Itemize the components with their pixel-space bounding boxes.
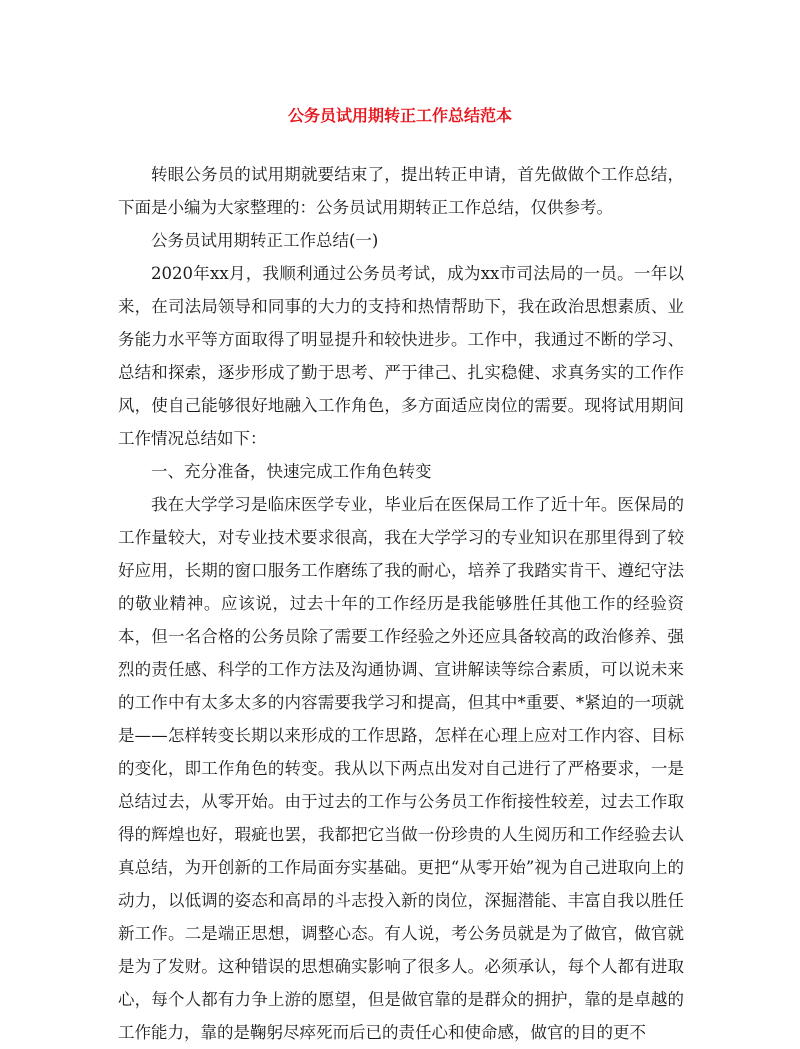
- section-heading-summary-one: 公务员试用期转正工作总结(一): [151, 231, 379, 250]
- document-body: [118, 158, 684, 1049]
- body-paragraph: 我在大学学习是临床医学专业，毕业后在医保局工作了近十年。医保局的工作量较大，对专业技术要求很高，我在大学学习的专业知识在那里得到了较好应用，长期的窗口服务工作磨练了我的耐心，培养了我踏实肯干、遵纪守法的敬业精神。应该说，过去十年的工作经历是我能够胜任其他工作的经验资本，但一名合格的公务员除了需要工作经验之外还应具备较高的政治修养、强烈的责任感、科学的工作方法及沟通协调、宣讲解读等综合素质，可以说未来的工作中有太多太多的内容需要我学习和提高，但其中*重要、*紧迫的一项就是——怎样转变长期以来形成的工作思路，怎样在心理上应对工作内容、目标的变化，即工作角色的转变。我从以下两点出发对自己进行了严格要求，一是总结过去，从零开始。由于过去的工作与公务员工作衔接性较差，过去工作取得的辉煌也好，瑕疵也罢，我都把它当做一份珍贵的人生阅历和工作经验去认真总结，为开创新的工作局面夯实基础。更把“从零开始”视为自己进取向上的动力，以低调的姿态和高昂的斗志投入新的岗位，深掘潜能、丰富自我以胜任新工作。二是端正思想，调整心态。有人说，考公务员就是为了做官，做官就是为了发财。这种错误的思想确实影响了很多人。必须承认，每个人都有进取心，每个人都有力争上游的愿望，但是做官靠的是群众的拥护，靠的是卓越的工作能力，靠的是鞠躬尽瘁死而后已的责任心和使命感，做官的目的更不: [118, 495, 684, 1042]
- section-heading-role-transition: 一、充分准备，快速完成工作角色转变: [151, 462, 432, 481]
- body-paragraph: 2020年xx月，我顺利通过公务员考试，成为xx市司法局的一员。一年以来，在司法局领导和同事的大力的支持和热情帮助下，我在政治思想素质、业务能力水平等方面取得了明显提升和较快进步。工作中，我通过不断的学习、总结和探索，逐步形成了勤于思考、严于律己、扎实稳健、求真务实的工作作风，使自己能够很好地融入工作角色，多方面适应岗位的需要。现将试用期间工作情况总结如下：: [118, 264, 684, 448]
- document-title: 公务员试用期转正工作总结范本: [287, 106, 512, 125]
- intro-paragraph: 转眼公务员的试用期就要结束了，提出转正申请，首先做做个工作总结，下面是小编为大家整理的：公务员试用期转正工作总结，仅供参考。: [118, 165, 684, 217]
